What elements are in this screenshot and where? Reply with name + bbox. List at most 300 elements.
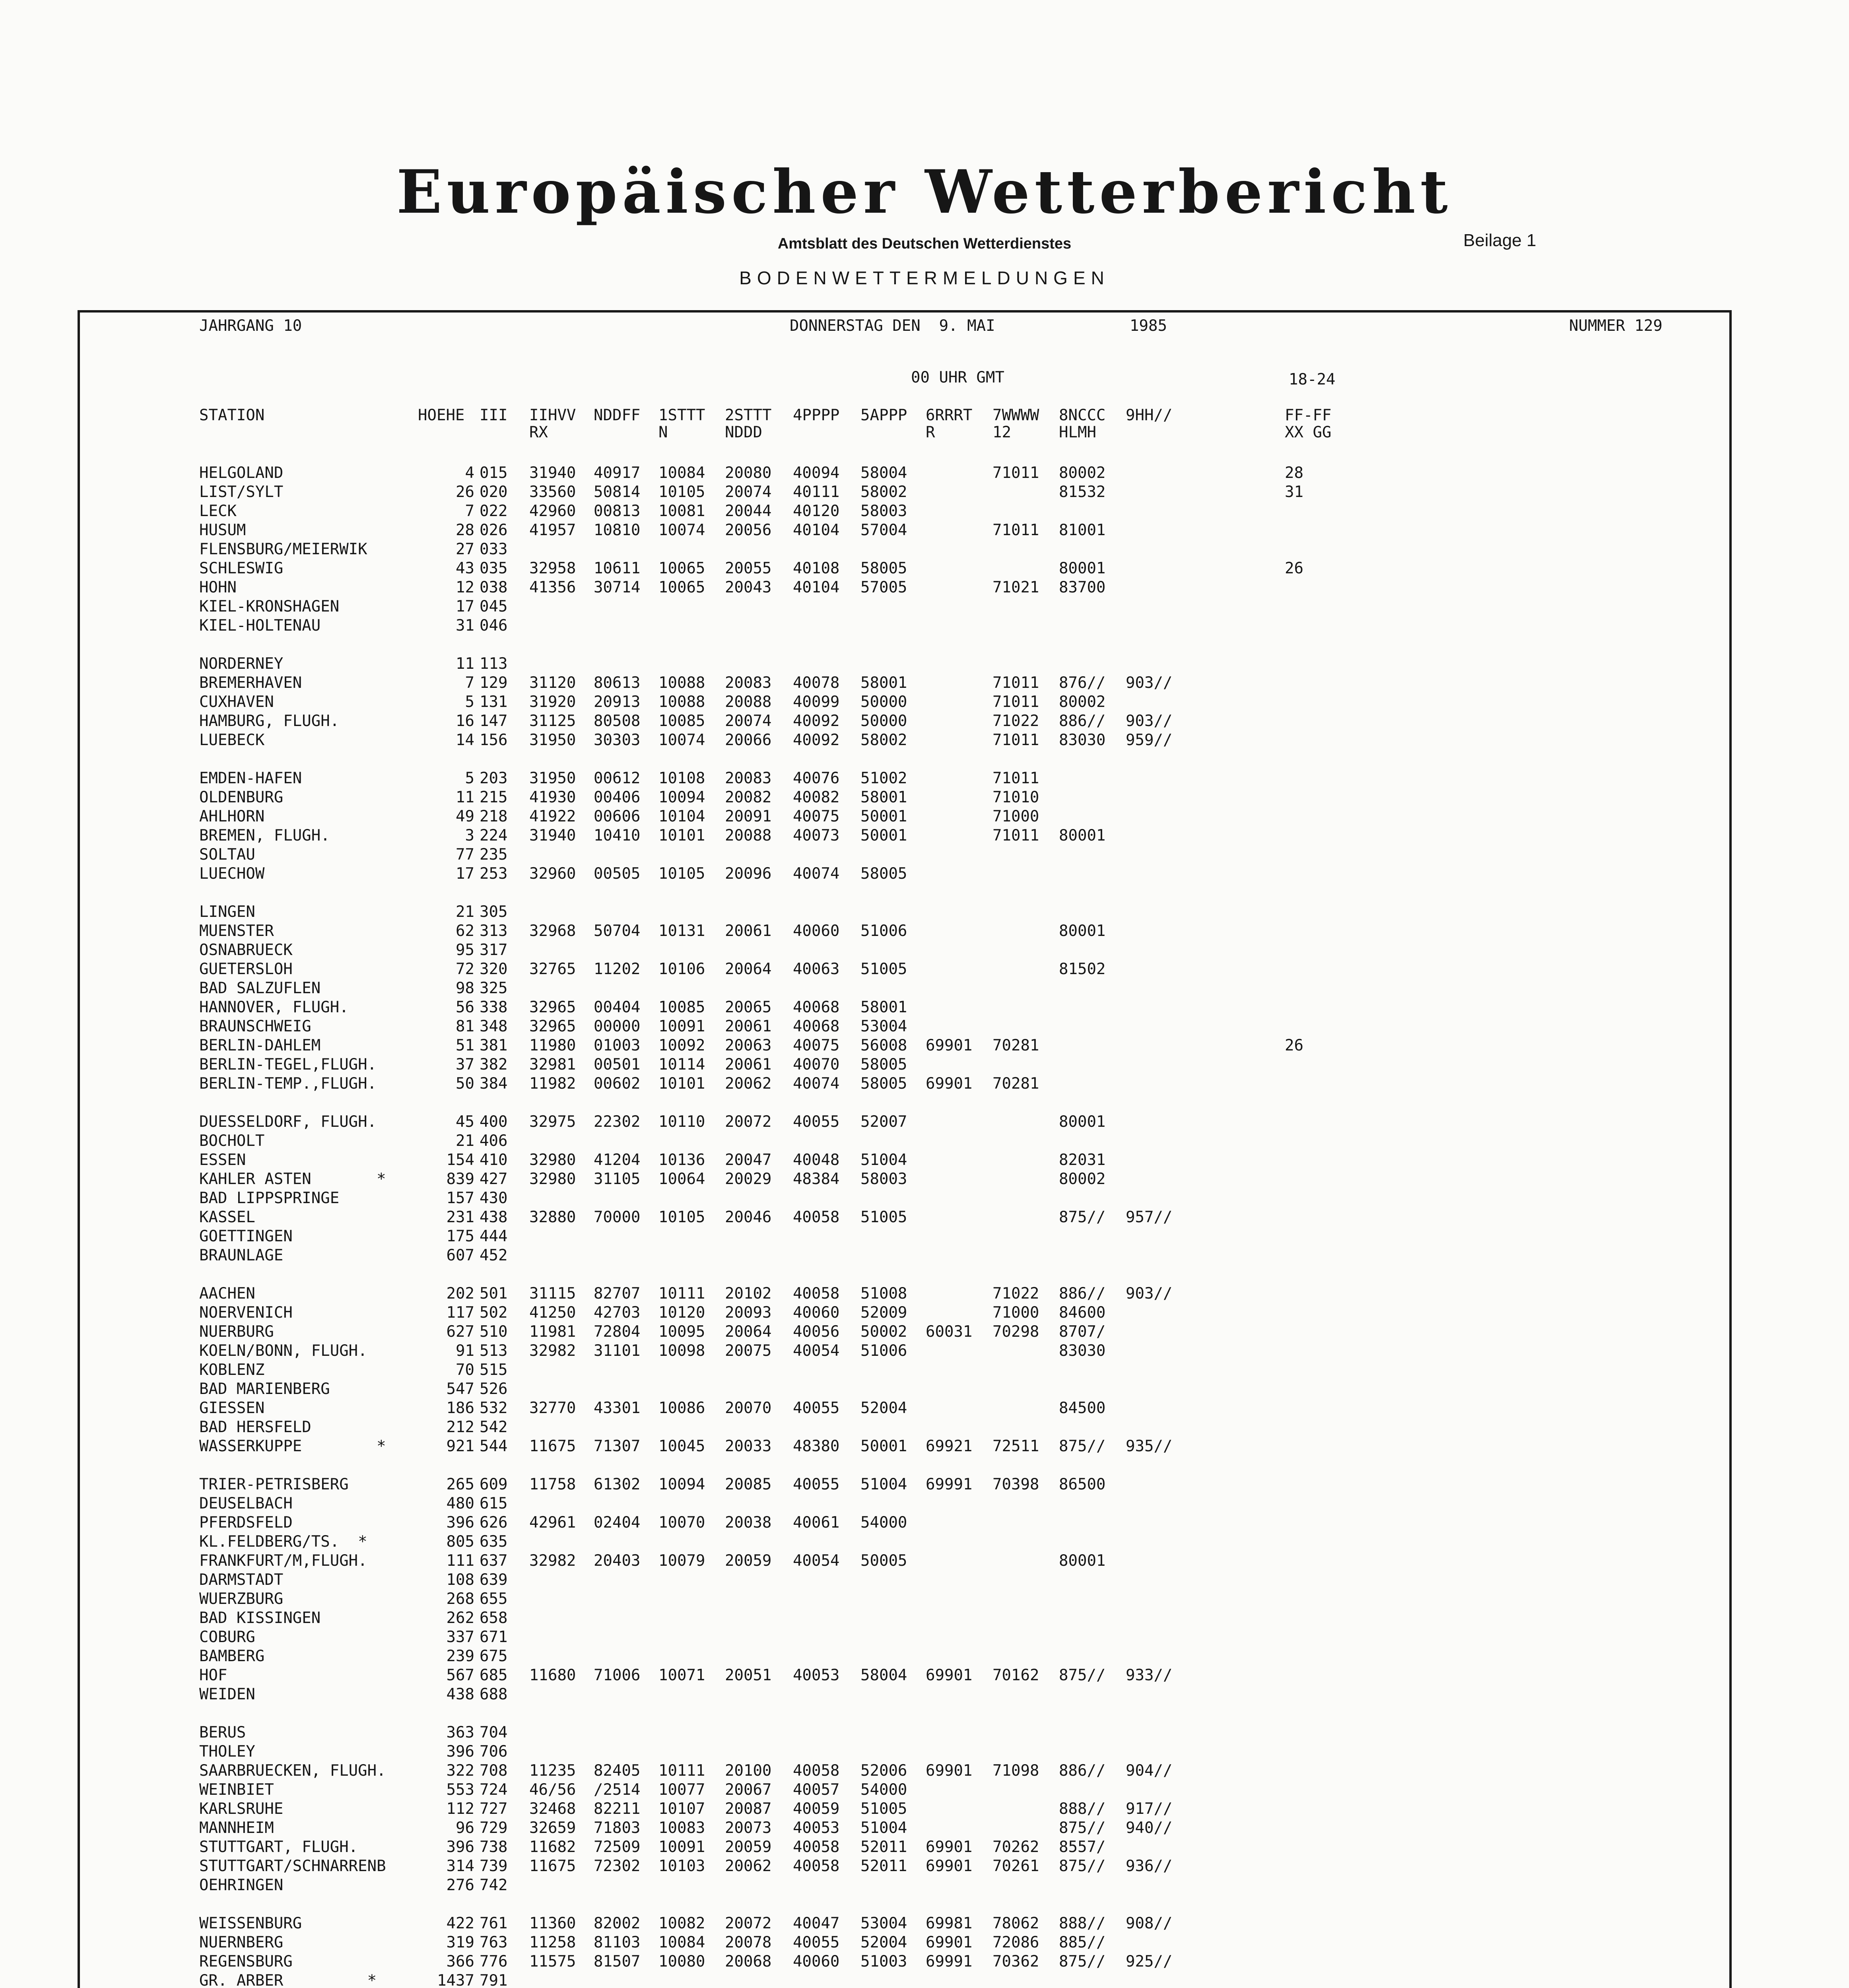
- cell-hoehe: 1437: [437, 1972, 474, 1988]
- cell-hoehe: 37: [456, 1056, 474, 1074]
- cell-g2: 20043: [725, 579, 772, 596]
- cell-g6: 69901: [926, 1934, 973, 1951]
- cell-nddff: 00501: [594, 1056, 641, 1074]
- cell-g1: 10103: [658, 1857, 705, 1875]
- cell-hoehe: 396: [446, 1838, 474, 1856]
- column-header-g6-sub: R: [926, 423, 935, 441]
- cell-g8: 81532: [1059, 483, 1106, 501]
- station-name: KARLSRUHE: [199, 1800, 284, 1818]
- cell-iii: 615: [480, 1495, 508, 1512]
- station-name: WUERZBURG: [199, 1590, 284, 1608]
- cell-g2: 20038: [725, 1514, 772, 1532]
- cell-iihvv: 32982: [529, 1342, 576, 1360]
- cell-g5: 58001: [860, 998, 907, 1016]
- cell-iihvv: 32880: [529, 1208, 576, 1226]
- cell-g1: 10120: [658, 1304, 705, 1322]
- cell-g8: 81502: [1059, 960, 1106, 978]
- column-header-g6: 6RRRT: [926, 406, 973, 424]
- cell-g1: 10065: [658, 579, 705, 596]
- cell-g7: 70398: [992, 1475, 1039, 1493]
- cell-g1: 10105: [658, 483, 705, 501]
- cell-g5: 58004: [860, 464, 907, 482]
- cell-nddff: 30714: [594, 579, 641, 596]
- cell-nddff: 02404: [594, 1514, 641, 1532]
- cell-nddff: 30303: [594, 731, 641, 749]
- cell-g5: 58005: [860, 1075, 907, 1093]
- cell-iihvv: 11258: [529, 1934, 576, 1951]
- cell-g4: 40055: [793, 1934, 840, 1951]
- cell-g9: 935//: [1126, 1437, 1173, 1455]
- cell-iihvv: 42960: [529, 502, 576, 520]
- station-name: HOHN: [199, 579, 237, 596]
- cell-g4: 40104: [793, 521, 840, 539]
- cell-g1: 10091: [658, 1017, 705, 1035]
- column-header-hoehe: HOEHE: [418, 406, 465, 424]
- cell-g6: 69901: [926, 1838, 973, 1856]
- cell-iii: 400: [480, 1113, 508, 1131]
- cell-nddff: 61302: [594, 1475, 641, 1493]
- cell-iihvv: 11982: [529, 1075, 576, 1093]
- cell-g6: 69991: [926, 1953, 973, 1971]
- station-name: EMDEN-HAFEN: [199, 769, 302, 787]
- cell-nddff: 70000: [594, 1208, 641, 1226]
- cell-g8: 83030: [1059, 731, 1106, 749]
- cell-iii: 253: [480, 865, 508, 883]
- cell-iihvv: 32960: [529, 865, 576, 883]
- station-name: OLDENBURG: [199, 788, 284, 806]
- cell-nddff: 10611: [594, 559, 641, 577]
- cell-hoehe: 95: [456, 941, 474, 959]
- cell-iii: 706: [480, 1743, 508, 1761]
- cell-g7: 70298: [992, 1323, 1039, 1341]
- cell-nddff: 72509: [594, 1838, 641, 1856]
- cell-g8: 875//: [1059, 1437, 1106, 1455]
- cell-hoehe: 212: [446, 1418, 474, 1436]
- cell-g2: 20085: [725, 1475, 772, 1493]
- cell-nddff: 50704: [594, 922, 641, 940]
- cell-iii: 704: [480, 1724, 508, 1741]
- station-name: AACHEN: [199, 1285, 255, 1303]
- cell-nddff: 00000: [594, 1017, 641, 1035]
- cell-g9: 908//: [1126, 1914, 1173, 1932]
- cell-g8: 875//: [1059, 1819, 1106, 1837]
- cell-iii: 452: [480, 1246, 508, 1264]
- station-name: BERUS: [199, 1724, 246, 1741]
- cell-iii: 026: [480, 521, 508, 539]
- cell-hoehe: 5: [465, 769, 474, 787]
- cell-g8: 83700: [1059, 579, 1106, 596]
- station-name: BRAUNSCHWEIG: [199, 1017, 311, 1035]
- cell-hoehe: 363: [446, 1724, 474, 1741]
- cell-iihvv: 32980: [529, 1170, 576, 1188]
- cell-iii: 626: [480, 1514, 508, 1532]
- cell-g1: 10131: [658, 922, 705, 940]
- station-name: BAD LIPPSPRINGE: [199, 1189, 340, 1207]
- station-name: TRIER-PETRISBERG: [199, 1475, 349, 1493]
- cell-iii: 430: [480, 1189, 508, 1207]
- cell-g5: 51006: [860, 1342, 907, 1360]
- cell-hoehe: 16: [456, 712, 474, 730]
- cell-g9: 903//: [1126, 674, 1173, 692]
- cell-g5: 52004: [860, 1934, 907, 1951]
- station-name: DARMSTADT: [199, 1571, 284, 1589]
- cell-hoehe: 186: [446, 1399, 474, 1417]
- cell-hoehe: 314: [446, 1857, 474, 1875]
- cell-g2: 20073: [725, 1819, 772, 1837]
- observation-time: 00 UHR GMT: [911, 369, 1004, 386]
- cell-iii: 639: [480, 1571, 508, 1589]
- cell-g1: 10082: [658, 1914, 705, 1932]
- station-name: BAMBERG: [199, 1647, 265, 1665]
- station-name: GR. ARBER *: [199, 1972, 377, 1988]
- cell-hoehe: 154: [446, 1151, 474, 1169]
- cell-g1: 10084: [658, 1934, 705, 1951]
- cell-g1: 10111: [658, 1285, 705, 1303]
- cell-hoehe: 319: [446, 1934, 474, 1951]
- cell-iihvv: 32659: [529, 1819, 576, 1837]
- cell-iii: 382: [480, 1056, 508, 1074]
- cell-iihvv: 32968: [529, 922, 576, 940]
- column-header-ff-sub: XX GG: [1285, 423, 1332, 441]
- cell-g2: 20096: [725, 865, 772, 883]
- cell-hoehe: 111: [446, 1552, 474, 1570]
- cell-g8: 8707/: [1059, 1323, 1106, 1341]
- cell-iii: 671: [480, 1628, 508, 1646]
- cell-iii: 510: [480, 1323, 508, 1341]
- cell-g4: 40075: [793, 1037, 840, 1054]
- station-name: HANNOVER, FLUGH.: [199, 998, 349, 1016]
- station-name: BERLIN-TEMP.,FLUGH.: [199, 1075, 377, 1093]
- column-header-g5: 5APPP: [860, 406, 907, 424]
- cell-g5: 51006: [860, 922, 907, 940]
- cell-iii: 313: [480, 922, 508, 940]
- cell-g7: 71011: [992, 827, 1039, 845]
- cell-hoehe: 480: [446, 1495, 474, 1512]
- cell-iii: 688: [480, 1685, 508, 1703]
- cell-g1: 10071: [658, 1666, 705, 1684]
- cell-nddff: 00404: [594, 998, 641, 1016]
- cell-iii: 637: [480, 1552, 508, 1570]
- station-name: WEINBIET: [199, 1781, 274, 1799]
- cell-g4: 40063: [793, 960, 840, 978]
- cell-g4: 40060: [793, 1304, 840, 1322]
- cell-g5: 50002: [860, 1323, 907, 1341]
- cell-g1: 10081: [658, 502, 705, 520]
- cell-g2: 20088: [725, 693, 772, 711]
- cell-nddff: 01003: [594, 1037, 641, 1054]
- cell-g8: 82031: [1059, 1151, 1106, 1169]
- cell-g2: 20078: [725, 1934, 772, 1951]
- cell-g4: 40060: [793, 1953, 840, 1971]
- station-name: BREMEN, FLUGH.: [199, 827, 330, 845]
- cell-g1: 10084: [658, 464, 705, 482]
- cell-nddff: 82211: [594, 1800, 641, 1818]
- cell-hoehe: 839: [446, 1170, 474, 1188]
- station-name: NORDERNEY: [199, 655, 284, 673]
- station-name: KAHLER ASTEN *: [199, 1170, 386, 1188]
- station-name: PFERDSFELD: [199, 1514, 293, 1532]
- cell-iihvv: 31125: [529, 712, 576, 730]
- cell-g4: 40099: [793, 693, 840, 711]
- cell-g1: 10070: [658, 1514, 705, 1532]
- cell-hoehe: 28: [456, 521, 474, 539]
- cell-iii: 348: [480, 1017, 508, 1035]
- cell-nddff: 72804: [594, 1323, 641, 1341]
- cell-g5: 54000: [860, 1781, 907, 1799]
- cell-g4: 40054: [793, 1342, 840, 1360]
- cell-hoehe: 49: [456, 808, 474, 825]
- cell-iihvv: 32468: [529, 1800, 576, 1818]
- cell-iii: 147: [480, 712, 508, 730]
- station-name: OSNABRUECK: [199, 941, 293, 959]
- cell-iihvv: 11675: [529, 1857, 576, 1875]
- cell-g7: 71011: [992, 769, 1039, 787]
- cell-hoehe: 268: [446, 1590, 474, 1608]
- cell-g7: 70281: [992, 1037, 1039, 1054]
- cell-iihvv: 41957: [529, 521, 576, 539]
- cell-g4: 40074: [793, 1075, 840, 1093]
- cell-g4: 40058: [793, 1838, 840, 1856]
- cell-iii: 635: [480, 1533, 508, 1551]
- cell-iihvv: 32981: [529, 1056, 576, 1074]
- cell-g5: 58003: [860, 1170, 907, 1188]
- cell-g2: 20083: [725, 769, 772, 787]
- cell-iii: 427: [480, 1170, 508, 1188]
- cell-g4: 40054: [793, 1552, 840, 1570]
- cell-g2: 20082: [725, 788, 772, 806]
- cell-g8: 80002: [1059, 464, 1106, 482]
- cell-g2: 20075: [725, 1342, 772, 1360]
- cell-g7: 71022: [992, 1285, 1039, 1303]
- cell-nddff: 22302: [594, 1113, 641, 1131]
- cell-g4: 40060: [793, 922, 840, 940]
- cell-g4: 40094: [793, 464, 840, 482]
- station-name: DUESSELDORF, FLUGH.: [199, 1113, 377, 1131]
- cell-iihvv: 11360: [529, 1914, 576, 1932]
- cell-g4: 40092: [793, 731, 840, 749]
- cell-g5: 58005: [860, 1056, 907, 1074]
- cell-g4: 40111: [793, 483, 840, 501]
- cell-nddff: 71307: [594, 1437, 641, 1455]
- cell-iii: 046: [480, 617, 508, 635]
- cell-iihvv: 11575: [529, 1953, 576, 1971]
- period-label: 18-24: [1289, 371, 1336, 388]
- cell-g5: 51004: [860, 1819, 907, 1837]
- column-header-g2: 2STTT: [725, 406, 772, 424]
- cell-nddff: 72302: [594, 1857, 641, 1875]
- cell-g9: 917//: [1126, 1800, 1173, 1818]
- cell-iihvv: 11981: [529, 1323, 576, 1341]
- column-header-g4: 4PPPP: [793, 406, 840, 424]
- supplement-label: Beilage 1: [1463, 231, 1536, 250]
- station-name: NUERNBERG: [199, 1934, 284, 1951]
- cell-hoehe: 3: [465, 827, 474, 845]
- cell-g2: 20100: [725, 1762, 772, 1780]
- cell-iihvv: 11680: [529, 1666, 576, 1684]
- cell-g4: 40057: [793, 1781, 840, 1799]
- cell-iii: 513: [480, 1342, 508, 1360]
- cell-g5: 58002: [860, 731, 907, 749]
- cell-g8: 86500: [1059, 1475, 1106, 1493]
- cell-iii: 038: [480, 579, 508, 596]
- cell-g2: 20033: [725, 1437, 772, 1455]
- cell-iii: 020: [480, 483, 508, 501]
- station-name: AHLHORN: [199, 808, 265, 825]
- cell-hoehe: 7: [465, 674, 474, 692]
- station-name: SCHLESWIG: [199, 559, 284, 577]
- cell-nddff: 41204: [594, 1151, 641, 1169]
- cell-iii: 317: [480, 941, 508, 959]
- cell-g4: 40075: [793, 808, 840, 825]
- cell-g6: 69991: [926, 1475, 973, 1493]
- cell-ff: 26: [1285, 559, 1303, 577]
- cell-g6: 69981: [926, 1914, 973, 1932]
- cell-g1: 10088: [658, 693, 705, 711]
- cell-g4: 40108: [793, 559, 840, 577]
- cell-hoehe: 21: [456, 1132, 474, 1150]
- cell-g2: 20047: [725, 1151, 772, 1169]
- cell-iii: 320: [480, 960, 508, 978]
- cell-g2: 20070: [725, 1399, 772, 1417]
- cell-g5: 58001: [860, 674, 907, 692]
- cell-g8: 888//: [1059, 1914, 1106, 1932]
- column-header-g7: 7WWWW: [992, 406, 1039, 424]
- cell-g2: 20056: [725, 521, 772, 539]
- cell-g2: 20055: [725, 559, 772, 577]
- cell-iii: 045: [480, 598, 508, 615]
- cell-nddff: 31105: [594, 1170, 641, 1188]
- station-name: NOERVENICH: [199, 1304, 293, 1322]
- cell-iii: 685: [480, 1666, 508, 1684]
- cell-iii: 763: [480, 1934, 508, 1951]
- cell-iii: 501: [480, 1285, 508, 1303]
- cell-g5: 58005: [860, 559, 907, 577]
- cell-iii: 338: [480, 998, 508, 1016]
- cell-g6: 69901: [926, 1037, 973, 1054]
- cell-hoehe: 70: [456, 1361, 474, 1379]
- cell-hoehe: 396: [446, 1514, 474, 1532]
- cell-iii: 129: [480, 674, 508, 692]
- station-name: LUECHOW: [199, 865, 265, 883]
- cell-g5: 51004: [860, 1151, 907, 1169]
- cell-g1: 10088: [658, 674, 705, 692]
- cell-g5: 51008: [860, 1285, 907, 1303]
- cell-g9: 959//: [1126, 731, 1173, 749]
- cell-nddff: 42703: [594, 1304, 641, 1322]
- column-header-g2-sub: NDDD: [725, 423, 762, 441]
- cell-iihvv: 11682: [529, 1838, 576, 1856]
- cell-iii: 515: [480, 1361, 508, 1379]
- cell-g8: 875//: [1059, 1208, 1106, 1226]
- cell-hoehe: 14: [456, 731, 474, 749]
- cell-iihvv: 32975: [529, 1113, 576, 1131]
- cell-g9: 903//: [1126, 1285, 1173, 1303]
- cell-g4: 40058: [793, 1285, 840, 1303]
- station-name: KOBLENZ: [199, 1361, 265, 1379]
- cell-g1: 10083: [658, 1819, 705, 1837]
- station-name: LINGEN: [199, 903, 255, 921]
- station-name: HOF: [199, 1666, 227, 1684]
- station-name: LUEBECK: [199, 731, 265, 749]
- cell-g6: 69921: [926, 1437, 973, 1455]
- column-header-ff: FF-FF: [1285, 406, 1332, 424]
- cell-iii: 544: [480, 1437, 508, 1455]
- cell-hoehe: 627: [446, 1323, 474, 1341]
- cell-hoehe: 43: [456, 559, 474, 577]
- cell-g2: 20065: [725, 998, 772, 1016]
- cell-g2: 20068: [725, 1953, 772, 1971]
- cell-g7: 70281: [992, 1075, 1039, 1093]
- cell-g5: 51005: [860, 1208, 907, 1226]
- cell-g8: 80001: [1059, 559, 1106, 577]
- cell-iii: 675: [480, 1647, 508, 1665]
- cell-g7: 70261: [992, 1857, 1039, 1875]
- station-name: KOELN/BONN, FLUGH.: [199, 1342, 367, 1360]
- cell-g4: 40104: [793, 579, 840, 596]
- cell-g8: 886//: [1059, 1762, 1106, 1780]
- cell-g2: 20063: [725, 1037, 772, 1054]
- cell-iihvv: 11235: [529, 1762, 576, 1780]
- cell-g8: 876//: [1059, 674, 1106, 692]
- cell-hoehe: 175: [446, 1227, 474, 1245]
- station-name: BOCHOLT: [199, 1132, 265, 1150]
- station-name: GUETERSLOH: [199, 960, 293, 978]
- cell-g7: 71000: [992, 808, 1039, 825]
- cell-g7: 70362: [992, 1953, 1039, 1971]
- cell-g8: 8557/: [1059, 1838, 1106, 1856]
- cell-g4: 40120: [793, 502, 840, 520]
- cell-hoehe: 31: [456, 617, 474, 635]
- cell-g2: 20051: [725, 1666, 772, 1684]
- cell-g8: 886//: [1059, 1285, 1106, 1303]
- cell-hoehe: 805: [446, 1533, 474, 1551]
- cell-g5: 52011: [860, 1838, 907, 1856]
- station-name: ESSEN: [199, 1151, 246, 1169]
- cell-g5: 53004: [860, 1914, 907, 1932]
- cell-nddff: 10410: [594, 827, 641, 845]
- column-header-g8-sub: HLMH: [1059, 423, 1096, 441]
- cell-iii: 113: [480, 655, 508, 673]
- station-name: GIESSEN: [199, 1399, 265, 1417]
- cell-g4: 40058: [793, 1762, 840, 1780]
- cell-g1: 10086: [658, 1399, 705, 1417]
- cell-g1: 10074: [658, 731, 705, 749]
- cell-g6: 69901: [926, 1762, 973, 1780]
- cell-iii: 218: [480, 808, 508, 825]
- cell-ff: 26: [1285, 1037, 1303, 1054]
- cell-hoehe: 4: [465, 464, 474, 482]
- cell-g5: 51005: [860, 960, 907, 978]
- cell-g4: 48380: [793, 1437, 840, 1455]
- cell-nddff: 40917: [594, 464, 641, 482]
- cell-g5: 56008: [860, 1037, 907, 1054]
- station-name: LECK: [199, 502, 237, 520]
- cell-hoehe: 607: [446, 1246, 474, 1264]
- report-date: DONNERSTAG DEN 9. MAI: [790, 317, 995, 335]
- station-name: BRAUNLAGE: [199, 1246, 284, 1264]
- cell-nddff: 00505: [594, 865, 641, 883]
- cell-g1: 10074: [658, 521, 705, 539]
- cell-g7: 71011: [992, 521, 1039, 539]
- cell-g5: 50000: [860, 693, 907, 711]
- station-name: MANNHEIM: [199, 1819, 274, 1837]
- cell-iii: 022: [480, 502, 508, 520]
- station-name: HUSUM: [199, 521, 246, 539]
- cell-g5: 52006: [860, 1762, 907, 1780]
- cell-g4: 40061: [793, 1514, 840, 1532]
- cell-g4: 40055: [793, 1475, 840, 1493]
- cell-g7: 72511: [992, 1437, 1039, 1455]
